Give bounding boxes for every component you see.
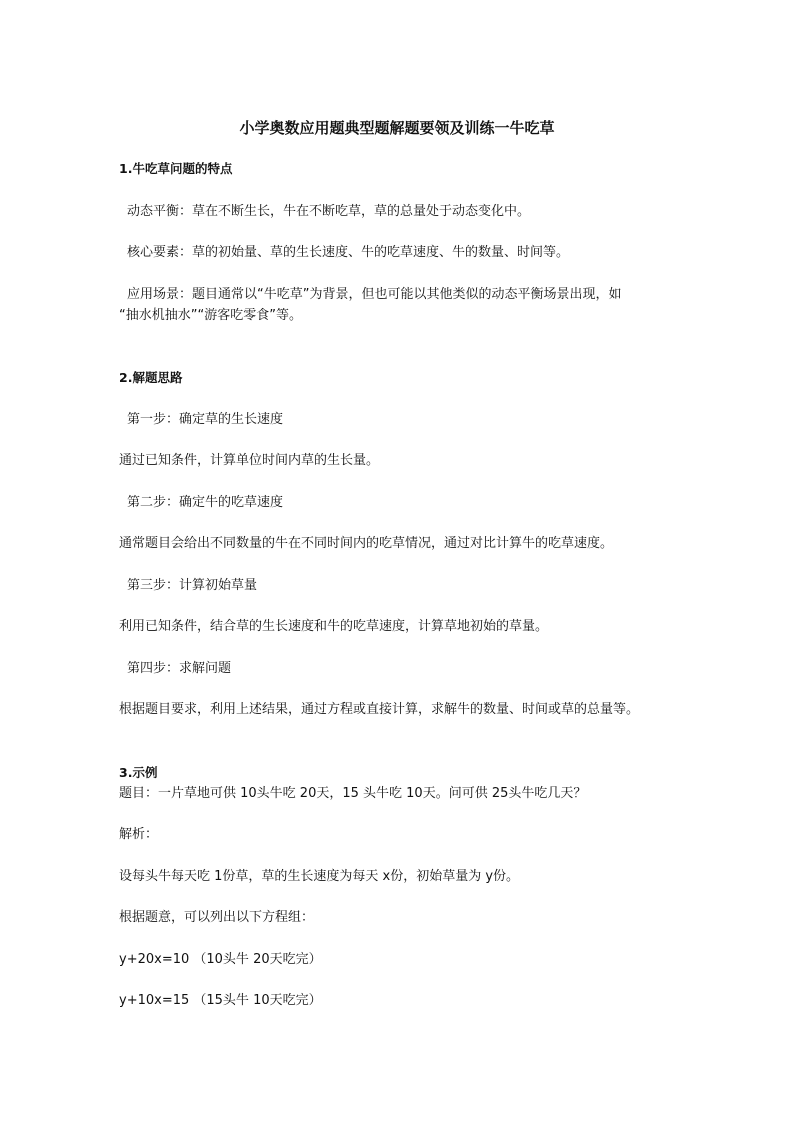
step2-title: 第二步：确定牛的吃草速度 <box>127 495 284 510</box>
step2-text: 通常题目会给出不同数量的牛在不同时间内的吃草情况，通过对比计算牛的吃草速度。 <box>119 536 614 551</box>
paragraph-scenarios-line2: “抽水机抽水”“游客吃零食”等。 <box>119 308 302 323</box>
section-heading-features: 1.牛吃草问题的特点 <box>119 161 233 176</box>
paragraph-core-elements: 核心要素：草的初始量、草的生长速度、牛的吃草速度、牛的数量、时间等。 <box>127 245 570 260</box>
step1-title: 第一步：确定草的生长速度 <box>127 412 284 427</box>
example-analysis-label: 解析： <box>119 827 159 842</box>
step1-text: 通过已知条件，计算单位时间内草的生长量。 <box>119 453 380 468</box>
section-heading-example: 3.示例 <box>119 765 158 780</box>
section-heading-approach: 2.解题思路 <box>119 370 183 385</box>
step4-title: 第四步：求解问题 <box>127 661 232 676</box>
step3-title: 第三步：计算初始草量 <box>127 578 258 593</box>
example-question: 题目：一片草地可供 10头牛吃 20天，15 头牛吃 10天。问可供 25头牛吃几天？ <box>119 786 587 801</box>
example-assumption: 设每头牛每天吃 1份草，草的生长速度为每天 x份，初始草量为 y份。 <box>119 869 520 884</box>
paragraph-dynamic-balance: 动态平衡：草在不断生长，牛在不断吃草，草的总量处于动态变化中。 <box>127 204 531 219</box>
step3-text: 利用已知条件，结合草的生长速度和牛的吃草速度，计算草地初始的草量。 <box>119 619 549 634</box>
example-setup: 根据题意，可以列出以下方程组： <box>119 910 315 925</box>
document-title: 小学奥数应用题典型题解题要领及训练一牛吃草 <box>239 119 555 137</box>
equation-2: y+10x=15 （15头牛 10天吃完） <box>119 993 322 1008</box>
equation-1: y+20x=10 （10头牛 20天吃完） <box>119 952 322 967</box>
step4-text: 根据题目要求，利用上述结果，通过方程或直接计算，求解牛的数量、时间或草的总量等。 <box>119 702 640 717</box>
paragraph-scenarios-line1: 应用场景：题目通常以“牛吃草”为背景，但也可能以其他类似的动态平衡场景出现，如 <box>127 287 622 302</box>
